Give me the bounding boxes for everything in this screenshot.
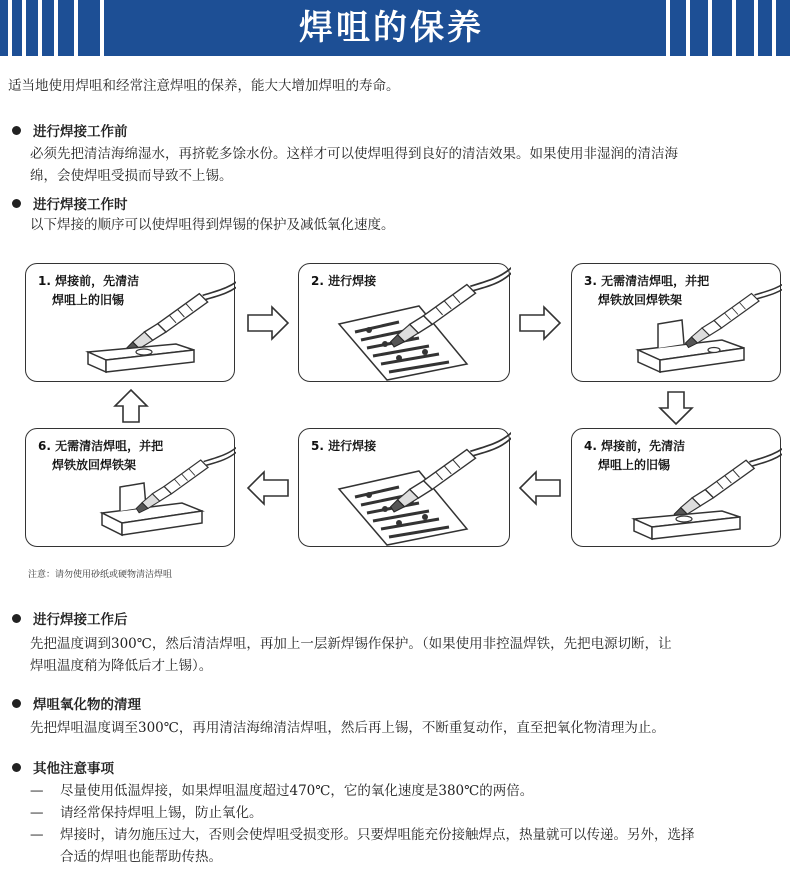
section-before-soldering <box>10 120 782 187</box>
bullet-dot-icon <box>12 126 21 135</box>
note-item-text: 请经常保持焊咀上锡，防止氧化。 <box>60 805 263 821</box>
note-item <box>28 802 782 824</box>
section-other-notes <box>10 757 782 868</box>
step-card-2 <box>298 263 510 382</box>
section-after-soldering <box>10 608 782 677</box>
step-3-label-line: 焊铁放回焊铁架 <box>598 293 683 307</box>
section-oxide-cleaning <box>10 693 782 739</box>
note-item <box>28 780 782 802</box>
dash-marker: — <box>30 805 44 821</box>
step-6-label-line: 焊铁放回焊铁架 <box>52 458 137 472</box>
step-6-label-line: 6. 无需清洁焊咀，并把 <box>38 439 164 453</box>
step-2-label-line: 2. 进行焊接 <box>311 274 377 288</box>
step-4-label-line: 4. 焊接前，先清洁 <box>584 439 686 453</box>
bullet-dot-icon <box>12 699 21 708</box>
section-during-soldering <box>10 193 782 236</box>
dash-marker: — <box>30 827 44 843</box>
arrow-right-icon <box>246 305 290 341</box>
section-heading: 进行焊接工作后 <box>33 612 128 628</box>
section-text-line: 必须先把清洁海绵湿水，再挤乾多馀水份。这样才可以使焊咀得到良好的清洁效果。如果使用非湿润的清洁海 <box>30 146 678 162</box>
note-item-text: 合适的焊咀也能帮助传热。 <box>60 849 222 865</box>
intro-text: 适当地使用焊咀和经常注意焊咀的保养，能大大增加焊咀的寿命。 <box>8 78 400 94</box>
section-heading: 进行焊接工作前 <box>33 124 128 140</box>
step-1-label-line: 1. 焊接前，先清洁 <box>38 274 140 288</box>
section-text-line: 绵，会使焊咀受损而导致不上锡。 <box>30 168 233 184</box>
note-item <box>28 824 782 846</box>
step-3-label-line: 3. 无需清洁焊咀，并把 <box>584 274 710 288</box>
step-card-3 <box>571 263 781 382</box>
step-card-5 <box>298 428 510 547</box>
section-heading: 其他注意事项 <box>33 761 114 777</box>
bullet-dot-icon <box>12 199 21 208</box>
step-card-1 <box>25 263 235 382</box>
section-text-line: 先把温度调到300℃，然后清洁焊咀，再加上一层新焊锡作保护。（如果使用非控温焊铁，先把电源切断，让 <box>30 636 672 652</box>
step-1-label-line: 焊咀上的旧锡 <box>52 293 125 307</box>
note-item-text: 尽量使用低温焊接，如果焊咀温度超过470℃，它的氧化速度是380℃的两倍。 <box>60 783 534 799</box>
title-banner <box>0 0 790 56</box>
note-item-text: 焊接时，请勿施压过大，否则会使焊咀受损变形。只要焊咀能充份接触焊点，热量就可以传递。另外，选择 <box>60 827 695 843</box>
bullet-dot-icon <box>12 614 21 623</box>
dash-marker: — <box>30 783 44 799</box>
section-text-line: 以下焊接的顺序可以使焊咀得到焊锡的保护及减低氧化速度。 <box>30 217 395 233</box>
arrow-up-icon <box>113 388 149 424</box>
arrow-down-icon <box>658 390 694 426</box>
section-text-line: 先把焊咀温度调至300℃，再用清洁海绵清洁焊咀，然后再上锡，不断重复动作，直至把氧化物清理为止。 <box>30 720 665 736</box>
step-card-4 <box>571 428 781 547</box>
step-5-label-line: 5. 进行焊接 <box>311 439 377 453</box>
page-title: 焊咀的保养 <box>299 8 484 48</box>
arrow-left-icon <box>246 470 290 506</box>
section-heading: 焊咀氧化物的清理 <box>33 697 141 713</box>
section-text-line: 焊咀温度稍为降低后才上锡）。 <box>30 658 213 674</box>
note-item-continuation <box>28 846 782 868</box>
bullet-dot-icon <box>12 763 21 772</box>
arrow-right-icon <box>518 305 562 341</box>
diagram-note: 注意：请勿使用砂纸或硬物清洁焊咀 <box>28 570 173 580</box>
step-4-label-line: 焊咀上的旧锡 <box>598 458 671 472</box>
section-heading: 进行焊接工作时 <box>33 197 128 213</box>
arrow-left-icon <box>518 470 562 506</box>
step-card-6 <box>25 428 235 547</box>
